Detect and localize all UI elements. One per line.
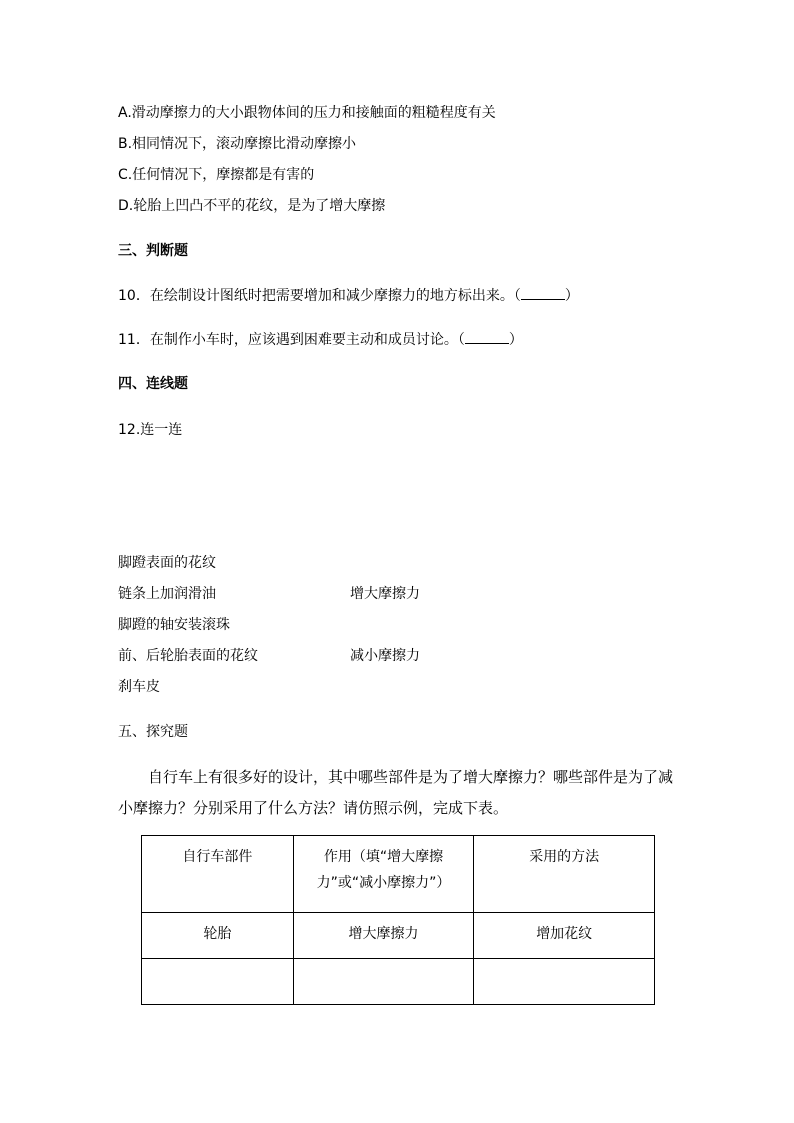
table-cell: 增大摩擦力 [293,913,474,959]
match-left-item-2[interactable]: 链条上加润滑油 [118,586,216,602]
answer-blank-10[interactable] [521,285,565,300]
question-12: 12.连一连 [118,422,183,438]
question-11-close: ） [508,332,523,348]
match-left-item-1[interactable]: 脚蹬表面的花纹 [118,555,216,571]
table-header-row [142,836,655,913]
match-right-item-2[interactable]: 减小摩擦力 [350,648,420,664]
match-left-item-3[interactable]: 脚蹬的轴安装滚珠 [118,617,230,633]
question-11-text: 11．在制作小车时，应该遇到困难要主动和成员讨论。（ [118,332,465,348]
table-row [142,959,655,1005]
question-10-text: 10．在绘制设计图纸时把需要增加和减少摩擦力的地方标出来。（ [118,288,521,304]
table-cell-blank[interactable] [142,959,294,1005]
table-cell: 轮胎 [142,913,294,959]
table-header-cell: 作用（填“增大摩擦力”或“减小摩擦力”） [293,836,474,913]
option-a: A.滑动摩擦力的大小跟物体间的压力和接触面的粗糙程度有关 [118,105,496,121]
option-b: B.相同情况下，滚动摩擦比滑动摩擦小 [118,136,357,152]
table-cell-blank[interactable] [474,959,655,1005]
match-right-item-1[interactable]: 增大摩擦力 [350,586,420,602]
match-left-item-4[interactable]: 前、后轮胎表面的花纹 [118,648,258,664]
section-3-title: 三、判断题 [118,243,188,259]
table-cell-blank[interactable] [293,959,474,1005]
match-left-item-5[interactable]: 刹车皮 [118,679,160,695]
table-cell: 增加花纹 [474,913,655,959]
answer-blank-11[interactable] [465,329,509,344]
table-header-cell: 采用的方法 [474,836,655,913]
section-5-title: 五、探究题 [118,724,188,740]
table-row [142,913,655,959]
table-header-cell: 自行车部件 [142,836,294,913]
inquiry-table [141,835,655,1005]
option-c: C.任何情况下，摩擦都是有害的 [118,167,315,183]
section-4-title: 四、连线题 [118,376,188,392]
inquiry-paragraph: 自行车上有很多好的设计，其中哪些部件是为了增大摩擦力？哪些部件是为了减小摩擦力？分别采用了什么方法？请仿照示例，完成下表。 [118,768,674,817]
question-11 [118,329,523,350]
option-d: D.轮胎上凹凸不平的花纹，是为了增大摩擦 [118,198,386,214]
question-10 [118,285,579,306]
question-10-close: ） [564,288,579,304]
